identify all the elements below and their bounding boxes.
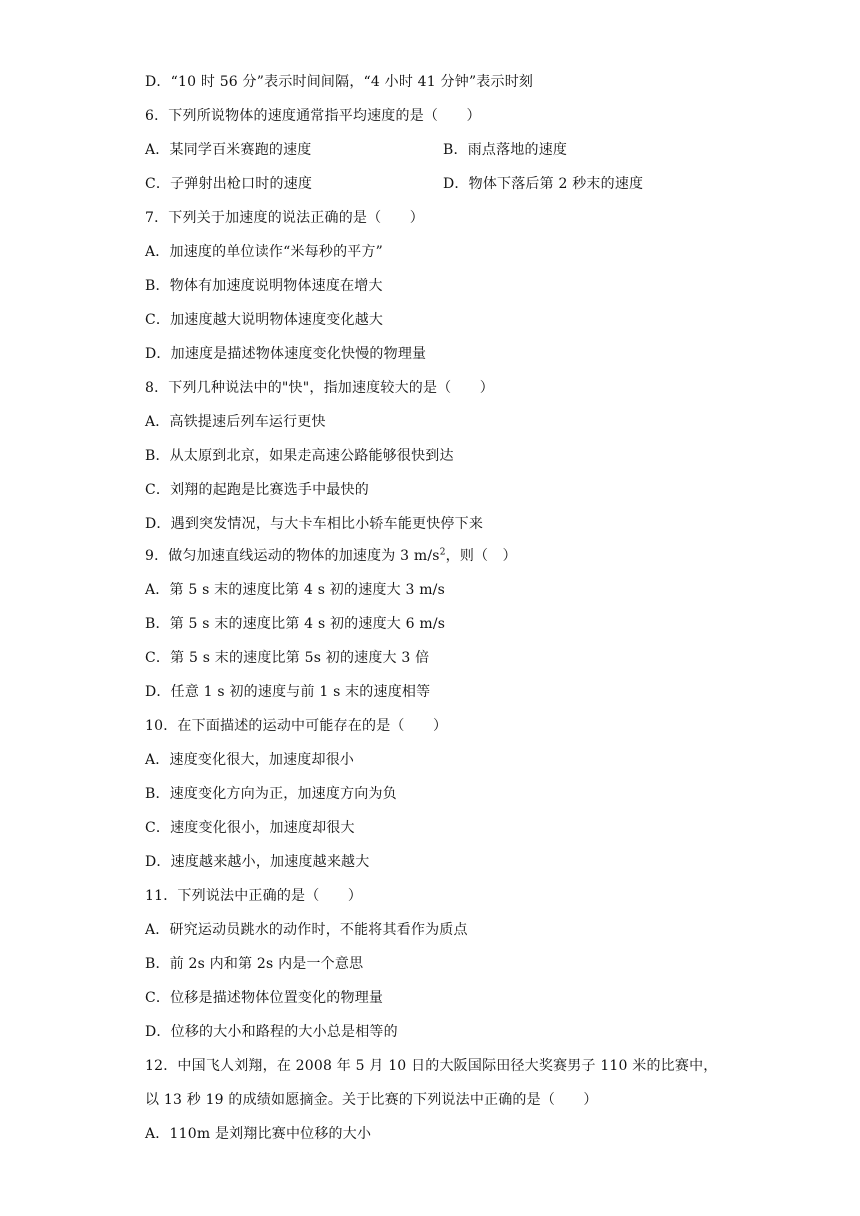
q12-stem-line-1: 12．中国飞人刘翔，在 2008 年 5 月 10 日的大阪国际田径大奖赛男子 110 米的比赛中，	[145, 1058, 718, 1074]
q8-option-d: D．遇到突发情况，与大卡车相比小轿车能更快停下来	[145, 516, 484, 532]
q6-option-a: A．某同学百米赛跑的速度	[145, 142, 312, 158]
q9-option-d: D．任意 1 s 初的速度与前 1 s 末的速度相等	[145, 684, 431, 700]
q10-option-a: A．速度变化很大，加速度却很小	[145, 752, 355, 768]
q8-stem: 8．下列几种说法中的"快"，指加速度较大的是（ ）	[145, 380, 494, 396]
q7-option-a: A．加速度的单位读作“米每秒的平方”	[145, 244, 384, 260]
q9-option-c: C．第 5 s 末的速度比第 5s 初的速度大 3 倍	[145, 650, 430, 666]
q12-stem-line-2: 以 13 秒 19 的成绩如愿摘金。关于比赛的下列说法中正确的是（ ）	[145, 1092, 598, 1108]
q11-option-d: D．位移的大小和路程的大小总是相等的	[145, 1024, 398, 1040]
q5-option-d: D．“10 时 56 分”表示时间间隔，“4 小时 41 分钟”表示时刻	[145, 74, 534, 90]
q6-option-d: D．物体下落后第 2 秒末的速度	[443, 176, 644, 192]
q7-option-b: B．物体有加速度说明物体速度在增大	[145, 278, 383, 294]
q11-option-a: A．研究运动员跳水的动作时，不能将其看作为质点	[145, 922, 468, 938]
q11-option-c: C．位移是描述物体位置变化的物理量	[145, 990, 384, 1006]
q12-option-a: A．110m 是刘翔比赛中位移的大小	[145, 1126, 372, 1142]
q7-option-c: C．加速度越大说明物体速度变化越大	[145, 312, 384, 328]
q7-stem: 7．下列关于加速度的说法正确的是（ ）	[145, 210, 424, 226]
q9-option-a: A．第 5 s 末的速度比第 4 s 初的速度大 3 m/s	[145, 582, 445, 598]
q9-stem-tail: ，则（ ）	[445, 548, 517, 564]
q6-row-2	[145, 174, 312, 194]
q6-row-1	[145, 140, 312, 160]
q9-exponent: 2	[439, 547, 446, 558]
q10-option-c: C．速度变化很小，加速度却很大	[145, 820, 355, 836]
q11-option-b: B．前 2s 内和第 2s 内是一个意思	[145, 956, 364, 972]
q6-stem: 6．下列所说物体的速度通常指平均速度的是（ ）	[145, 108, 481, 124]
q8-option-c: C．刘翔的起跑是比赛选手中最快的	[145, 482, 369, 498]
q11-stem: 11．下列说法中正确的是（ ）	[145, 888, 363, 904]
q10-option-b: B．速度变化方向为正，加速度方向为负	[145, 786, 397, 802]
q6-option-c: C．子弹射出枪口时的速度	[145, 176, 313, 192]
q10-stem: 10．在下面描述的运动中可能存在的是（ ）	[145, 718, 448, 734]
q8-option-b: B．从太原到北京，如果走高速公路能够很快到达	[145, 448, 454, 464]
q9-option-b: B．第 5 s 末的速度比第 4 s 初的速度大 6 m/s	[145, 616, 446, 632]
q8-option-a: A．高铁提速后列车运行更快	[145, 414, 326, 430]
q7-option-d: D．加速度是描述物体速度变化快慢的物理量	[145, 346, 427, 362]
q9-stem-text: 9．做匀加速直线运动的物体的加速度为 3 m/s	[145, 548, 440, 564]
q9-stem	[145, 546, 517, 566]
q10-option-d: D．速度越来越小，加速度越来越大	[145, 854, 370, 870]
q6-option-b: B．雨点落地的速度	[443, 142, 568, 158]
